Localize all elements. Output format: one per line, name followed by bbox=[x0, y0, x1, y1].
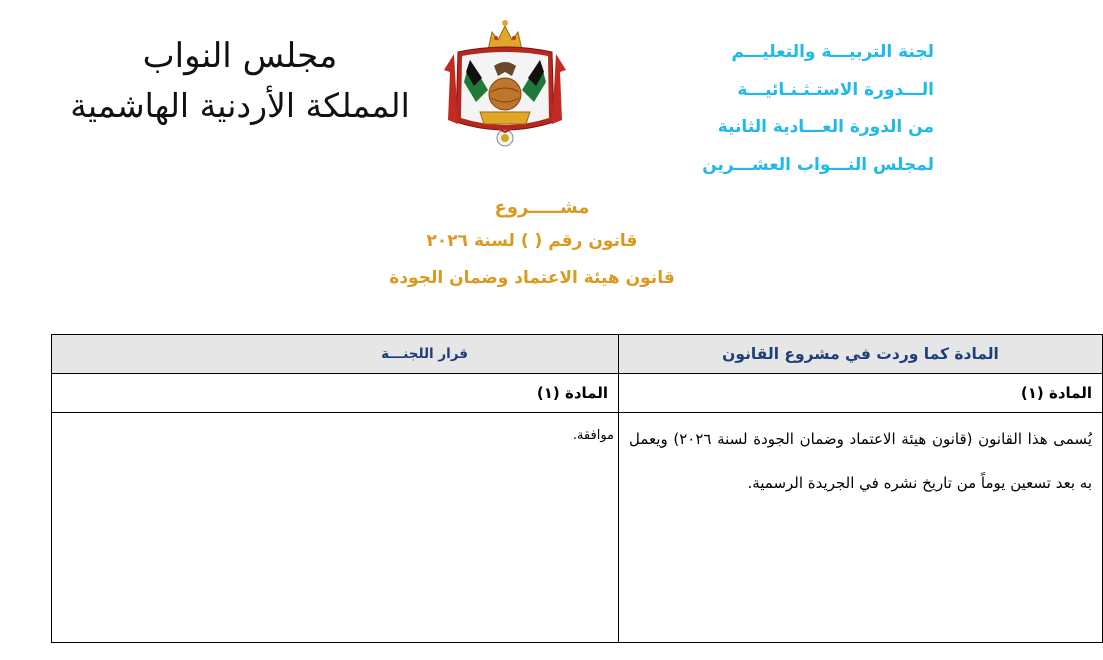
table-row bbox=[52, 374, 1103, 413]
article-text: يُسمى هذا القانون (قانون هيئة الاعتماد وضمان الجودة لسنة ٢٠٢٦) ويعمل به بعد تسعين يوماً من تاريخ نشره في الجريدة الرسمية. bbox=[629, 430, 1092, 492]
title-block bbox=[0, 194, 1024, 296]
coat-of-arms-icon bbox=[436, 12, 574, 158]
decision-cell bbox=[52, 413, 619, 643]
law-name-title: قانون هيئة الاعتماد وضمان الجودة bbox=[389, 268, 675, 288]
law-articles-table bbox=[51, 334, 1103, 643]
header-committee-decision: قرار اللجنـــة bbox=[52, 335, 619, 374]
committee-line-3: من الدورة العـــادية الثانية bbox=[717, 117, 934, 137]
article-number-left: المادة (١) bbox=[52, 374, 619, 413]
law-number-title: قانون رقم ( ) لسنة ٢٠٢٦ bbox=[426, 231, 638, 251]
table-header-row bbox=[52, 335, 1103, 374]
committee-block bbox=[634, 34, 934, 184]
committee-line-1: لجنة التربيـــة والتعليـــم bbox=[731, 42, 934, 62]
committee-line-4: لمجلس النـــواب العشـــرين bbox=[702, 154, 934, 175]
parliament-logo bbox=[60, 30, 420, 130]
article-number-right: المادة (١) bbox=[619, 374, 1103, 413]
draft-title: مشـــــروع bbox=[494, 197, 590, 218]
article-text-cell bbox=[619, 413, 1103, 643]
committee-line-2: الـــدورة الاستـثـنـائيـــة bbox=[737, 79, 934, 100]
committee-decision: موافقة. bbox=[572, 428, 614, 443]
header-article-as-drafted: المادة كما وردت في مشروع القانون bbox=[619, 335, 1103, 374]
parliament-line-1: مجلس النواب bbox=[142, 36, 338, 76]
table-row bbox=[52, 413, 1103, 643]
parliament-line-2: المملكة الأردنية الهاشمية bbox=[70, 86, 410, 125]
